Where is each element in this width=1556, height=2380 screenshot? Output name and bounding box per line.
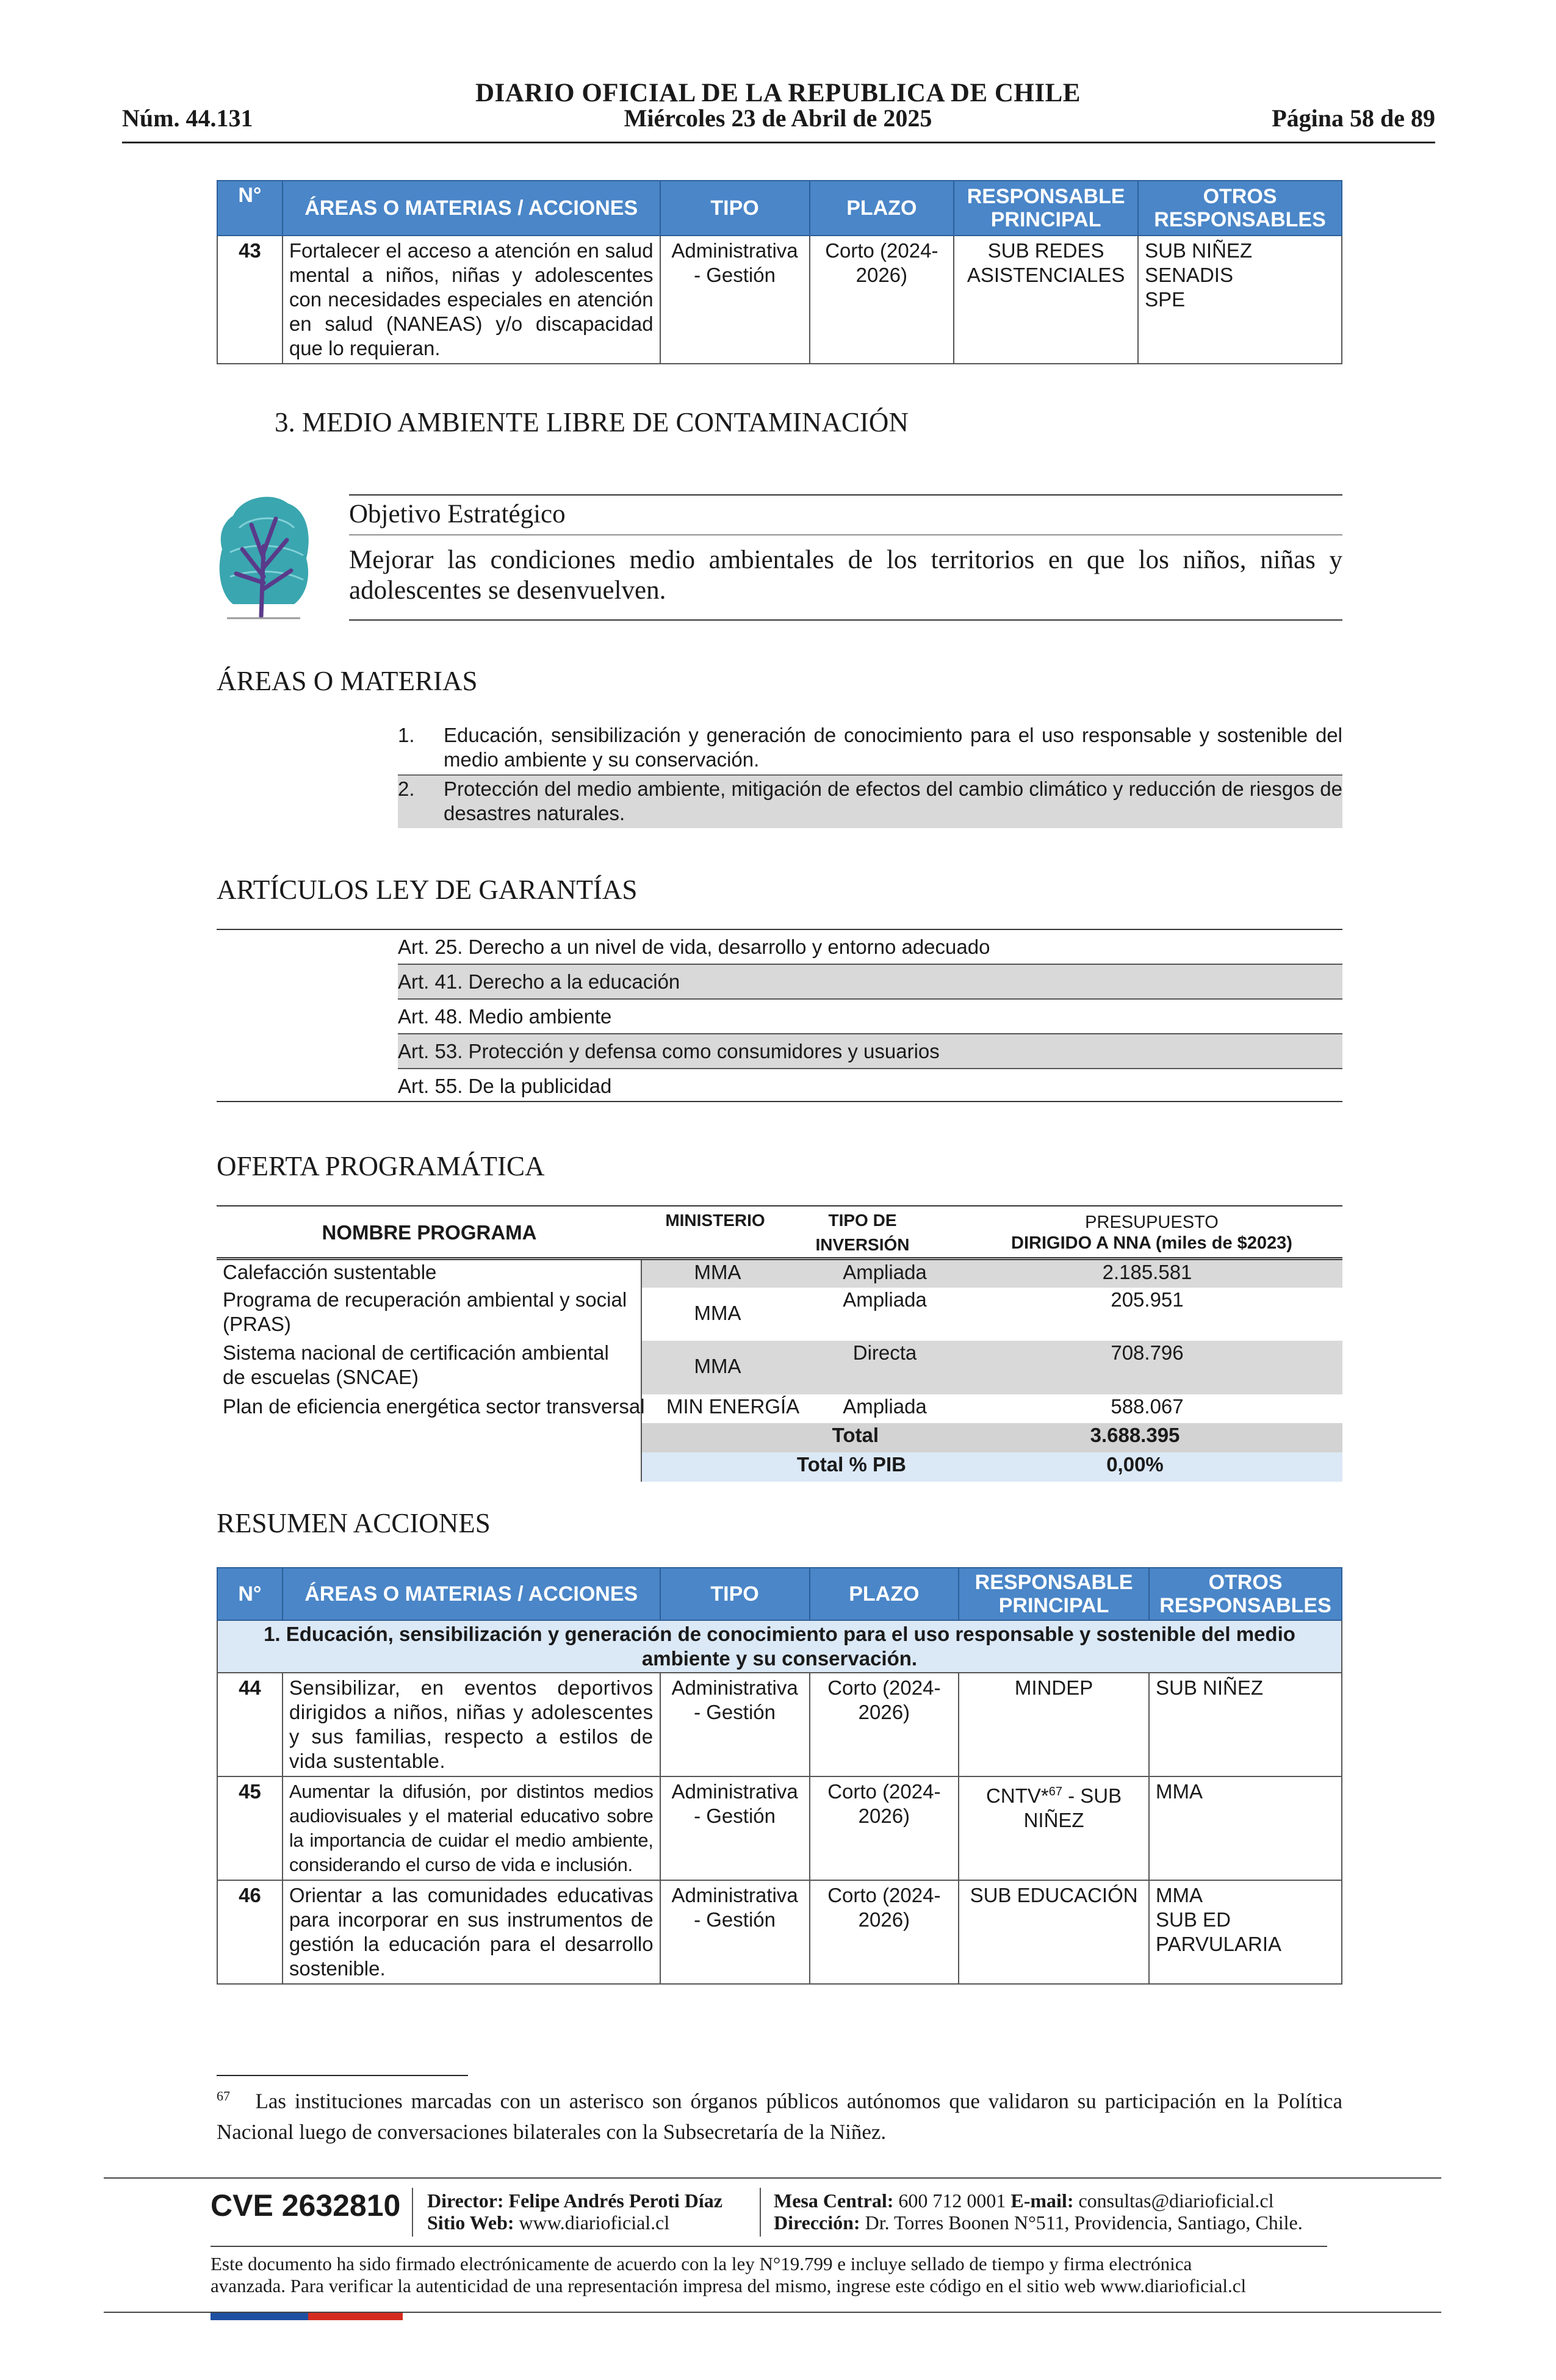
program-table [217, 1208, 1342, 1258]
program-presupuesto: 205.951 [1111, 1288, 1184, 1311]
item-number: 2. [398, 777, 415, 800]
table-row [217, 1288, 1342, 1341]
row-otros [1149, 1673, 1342, 1776]
list-item: Art. 55. De la publicidad [398, 1068, 1342, 1103]
list-item: Art. 53. Protección y defensa como consumidores y usuarios [398, 1033, 1342, 1068]
program-name: Plan de eficiencia energética sector transversal [217, 1394, 642, 1423]
footer-director-block [427, 2190, 722, 2234]
mesa-phone: 600 712 0001 [898, 2190, 1006, 2212]
row-tipo: Administrativa - Gestión [660, 236, 810, 364]
header-divider [122, 142, 1435, 143]
col-header-tipo-inversion: TIPO DE INVERSIÓN [815, 1210, 910, 1254]
col-header-responsable: RESPONSABLE PRINCIPAL [959, 1568, 1149, 1620]
otros-item: SUB NIÑEZ [1156, 1676, 1264, 1699]
program-tipo: Directa [852, 1341, 917, 1364]
footer-divider [760, 2188, 761, 2237]
otros-item: SUB NIÑEZ [1145, 239, 1253, 262]
row-action: Fortalecer el acceso a atención en salud mental a niños, niñas y adolescentes con necesidades especiales en atención en salud (NANEAS) y/o discapacidad que lo requieran. [283, 236, 660, 364]
table-row [217, 1341, 1342, 1394]
row-tipo: Administrativa - Gestión [660, 1880, 810, 1984]
row-tipo: Administrativa - Gestión [660, 1673, 810, 1776]
table-row [217, 1394, 1342, 1423]
row-plazo: Corto (2024-2026) [810, 1673, 959, 1776]
row-plazo: Corto (2024-2026) [810, 1776, 959, 1880]
table-row [217, 1776, 1342, 1880]
issue-number: Núm. 44.131 [122, 104, 253, 132]
col-header-plazo: PLAZO [810, 1568, 959, 1620]
col-header-otros: OTROS RESPONSABLES [1138, 181, 1342, 236]
item-text: Protección del medio ambiente, mitigación de efectos del cambio climático y reducción de riesgos de desastres naturales. [444, 777, 1342, 824]
col-header-nombre: NOMBRE PROGRAMA [322, 1221, 537, 1244]
col-header-n: N° [217, 1568, 283, 1620]
row-plazo: Corto (2024-2026) [810, 1880, 959, 1984]
objective-text: Mejorar las condiciones medio ambientales de los territorios en que los niños, niñas y adolescentes se desenvuelven. [349, 546, 1342, 605]
row-action: Sensibilizar, en eventos deportivos dirigidos a niños, niñas y adolescentes y sus familias, respecto a estilos de vida sustentable. [283, 1673, 660, 1776]
footer-divider [412, 2188, 413, 2237]
program-rows [217, 1259, 1342, 1482]
col-header-tipo: TIPO [660, 181, 810, 236]
row-responsable: SUB REDES ASISTENCIALES [954, 236, 1138, 364]
legal-line: avanzada. Para verificar la autenticidad de una representación impresa del mismo, ingrese este código en el sitio web www.diarioficial.cl [211, 2275, 1247, 2296]
otros-item: SENADIS [1145, 264, 1233, 286]
footer-contact-block [774, 2190, 1303, 2234]
oferta-top-rule [217, 1205, 1342, 1206]
program-presupuesto: 2.185.581 [1102, 1261, 1192, 1283]
col-header-tipo: TIPO [660, 1568, 810, 1620]
web-label: Sitio Web: [427, 2212, 514, 2234]
table-row [217, 1673, 1342, 1776]
program-ministerio: MMA [694, 1261, 741, 1283]
gazette-title: DIARIO OFICIAL DE LA REPUBLICA DE CHILE [475, 79, 1081, 107]
row-action: Orientar a las comunidades educativas para incorporar en sus instrumentos de gestión la educación para el desarrollo sostenible. [283, 1880, 660, 1984]
col-header-plazo: PLAZO [810, 181, 954, 236]
program-tipo: Ampliada [843, 1395, 927, 1418]
program-presupuesto: 588.067 [1111, 1395, 1184, 1418]
section-heading: 3. MEDIO AMBIENTE LIBRE DE CONTAMINACIÓN [275, 407, 909, 438]
footnote-rule [217, 2075, 468, 2076]
actions-summary-table [217, 1567, 1342, 1985]
legal-notice [211, 2253, 1345, 2297]
oferta-heading: OFERTA PROGRAMÁTICA [217, 1151, 545, 1181]
section-row: 1. Educación, sensibilización y generación de conocimiento para el uso responsable y sostenible del medio ambiente y su conservación. [217, 1620, 1342, 1673]
program-ministerio: MIN ENERGÍA [666, 1395, 800, 1418]
row-action: Aumentar la difusión, por distintos medios audiovisuales y el material educativo sobre la importancia de cuidar el medio ambiente, considerando el curso de vida e inclusión. [283, 1776, 660, 1880]
list-item: Art. 41. Derecho a la educación [398, 964, 1342, 998]
row-number: 46 [217, 1880, 283, 1984]
row-plazo: Corto (2024-2026) [810, 236, 954, 364]
col-header-presupuesto: PRESUPUESTO [1085, 1212, 1219, 1232]
objective-top-rule [349, 494, 1342, 496]
total-label: Total [832, 1424, 879, 1446]
row-number: 44 [217, 1673, 283, 1776]
responsable-name: CNTV* [986, 1784, 1049, 1807]
resumen-heading: RESUMEN ACCIONES [217, 1508, 491, 1538]
item-text: Educación, sensibilización y generación de conocimiento para el uso responsable y sostenible del medio ambiente y su conservación. [444, 724, 1342, 771]
otros-item: PARVULARIA [1156, 1933, 1282, 1955]
item-number: 1. [398, 724, 415, 746]
pib-value: 0,00% [1106, 1453, 1164, 1476]
pib-row [217, 1452, 1342, 1482]
articles-heading: ARTÍCULOS LEY DE GARANTÍAS [217, 874, 638, 905]
program-name: Sistema nacional de certificación ambiental de escuelas (SNCAE) [217, 1341, 642, 1394]
total-row [217, 1423, 1342, 1452]
email-label: E-mail: [1010, 2190, 1074, 2212]
legal-line: Este documento ha sido firmado electrónicamente de acuerdo con la ley N°19.799 e incluye sellado de tiempo y firma electrónica [211, 2253, 1192, 2274]
email-link[interactable]: consultas@diarioficial.cl [1078, 2190, 1274, 2212]
otros-item: SPE [1145, 288, 1186, 311]
col-header-n: N° [217, 181, 283, 236]
areas-list [398, 722, 1342, 828]
areas-heading: ÁREAS O MATERIAS [217, 666, 478, 696]
objective-label: Objetivo Estratégico [349, 500, 566, 528]
flag-bar-red [308, 2313, 403, 2320]
row-otros [1138, 236, 1342, 364]
program-ministerio: MMA [694, 1355, 741, 1377]
row-number: 45 [217, 1776, 283, 1880]
list-item: Art. 48. Medio ambiente [398, 998, 1342, 1033]
program-name: Calefacción sustentable [217, 1260, 642, 1288]
footnote-text: Las instituciones marcadas con un asterisco son órganos públicos autónomos que validaron su participación en la Política Nacional luego de conversaciones bilaterales con la Subsecretaría de la Niñez. [217, 2089, 1343, 2144]
row-responsable [959, 1776, 1149, 1880]
otros-item: MMA [1156, 1780, 1203, 1803]
web-link[interactable]: www.diarioficial.cl [519, 2212, 670, 2234]
row-otros [1149, 1880, 1342, 1984]
footer-top-rule [104, 2177, 1441, 2179]
list-item [398, 722, 1342, 774]
flag-bar-blue [211, 2313, 308, 2320]
issue-date: Miércoles 23 de Abril de 2025 [624, 104, 932, 132]
footer-mid-rule [211, 2246, 1327, 2247]
program-name: Programa de recuperación ambiental y social (PRAS) [217, 1288, 642, 1341]
row-responsable: SUB EDUCACIÓN [959, 1880, 1149, 1984]
program-ministerio: MMA [694, 1302, 741, 1324]
table-row [217, 1259, 1342, 1288]
row-tipo: Administrativa - Gestión [660, 1776, 810, 1880]
col-header-otros: OTROS RESPONSABLES [1149, 1568, 1342, 1620]
list-item [398, 774, 1342, 828]
table-row [217, 1880, 1342, 1984]
page-number: Página 58 de 89 [1272, 104, 1435, 132]
footnote-ref: 67 [1048, 1785, 1062, 1798]
row-responsable: MINDEP [959, 1673, 1149, 1776]
address-value: Dr. Torres Boonen N°511, Providencia, Santiago, Chile. [865, 2212, 1303, 2234]
col-header-presupuesto-detalle: DIRIGIDO A NNA (miles de $2023) [1011, 1233, 1292, 1253]
col-header-ministerio: MINISTERIO [665, 1210, 765, 1230]
table-row [217, 236, 1342, 364]
articles-bottom-rule [217, 1101, 1342, 1102]
address-label: Dirección: [774, 2212, 860, 2234]
actions-table-continued [217, 180, 1342, 364]
articles-list [398, 930, 1342, 1103]
col-header-acciones: ÁREAS O MATERIAS / ACCIONES [283, 181, 660, 236]
col-header-acciones: ÁREAS O MATERIAS / ACCIONES [283, 1568, 660, 1620]
list-item: Art. 25. Derecho a un nivel de vida, desarrollo y entorno adecuado [398, 936, 990, 958]
footnote [217, 2081, 1342, 2147]
row-otros [1149, 1776, 1342, 1880]
total-value: 3.688.395 [1090, 1424, 1180, 1446]
tree-icon [215, 491, 312, 622]
program-tipo: Ampliada [843, 1288, 927, 1311]
otros-item: SUB ED [1156, 1908, 1231, 1931]
program-presupuesto: 708.796 [1111, 1341, 1184, 1364]
objective-bottom-rule [349, 619, 1342, 621]
pib-label: Total % PIB [796, 1453, 906, 1476]
director-label: Director: [427, 2190, 504, 2212]
cve-code: CVE 2632810 [211, 2188, 401, 2223]
row-number: 43 [217, 236, 283, 364]
mesa-label: Mesa Central: [774, 2190, 894, 2212]
otros-item: MMA [1156, 1884, 1203, 1906]
col-header-responsable: RESPONSABLE PRINCIPAL [954, 181, 1138, 236]
program-tipo: Ampliada [843, 1261, 927, 1283]
director-name: Felipe Andrés Peroti Díaz [508, 2190, 722, 2212]
footnote-mark: 67 [217, 2088, 230, 2104]
responsable-tail: - SUB NIÑEZ [1023, 1784, 1122, 1831]
